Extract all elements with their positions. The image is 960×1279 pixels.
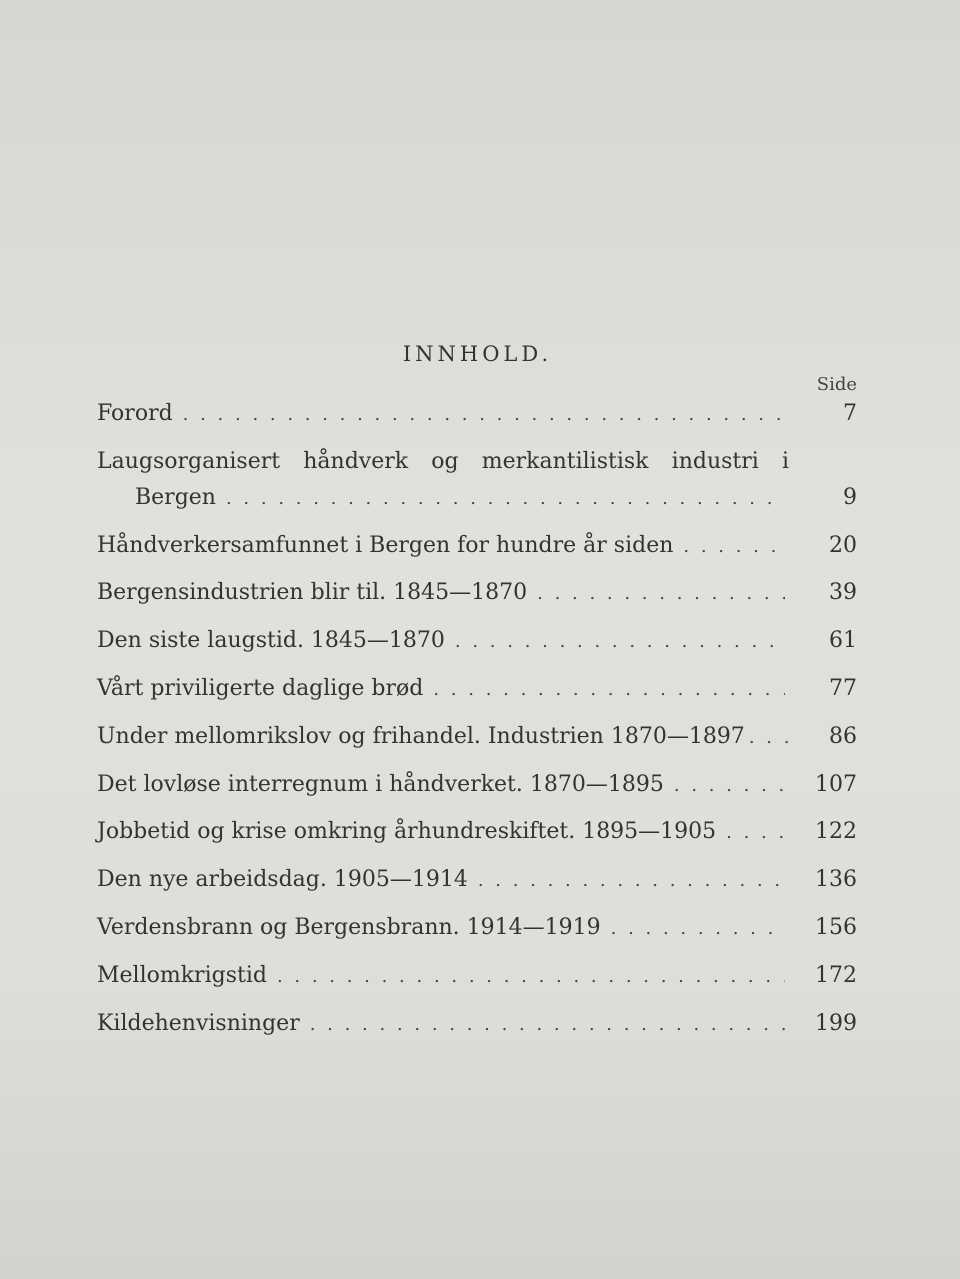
- entry-title: Forord: [97, 401, 173, 426]
- leader-dots: [537, 576, 785, 612]
- contents-heading: INNHOLD.: [402, 342, 553, 366]
- entry-title: Laugsorganisert håndverk og merkantilistisk industri i: [97, 448, 789, 474]
- entry-page: 156: [815, 914, 857, 940]
- leader-dots: [726, 815, 785, 851]
- entry-title: Vårt priviligerte daglige brød: [97, 675, 424, 701]
- toc-entry[interactable]: [97, 862, 857, 898]
- toc-entry[interactable]: [97, 623, 857, 659]
- entry-title: Jobbetid og krise omkring århundreskiftet. 1895—1905: [97, 819, 717, 845]
- leader-dots: [226, 481, 785, 517]
- entry-title: Håndverkersamfunnet i Bergen for hundre år siden: [97, 532, 674, 558]
- leader-dots: [611, 911, 785, 947]
- leader-dots: [749, 720, 793, 756]
- entry-page: 20: [829, 532, 857, 558]
- entry-page: 61: [829, 628, 857, 654]
- leader-dots: [433, 672, 785, 708]
- toc-entry[interactable]: [97, 671, 857, 707]
- entry-page: 136: [815, 867, 857, 893]
- toc-entry[interactable]: [97, 958, 857, 994]
- entry-title: Den nye arbeidsdag. 1905—1914: [97, 867, 468, 893]
- toc-entry[interactable]: [97, 910, 857, 946]
- entry-title: Mellomkrigstid: [97, 962, 267, 988]
- entry-title: Under mellomrikslov og frihandel. Industrien 1870—1897: [97, 723, 745, 749]
- entry-title: Bergensindustrien blir til. 1845—1870: [97, 580, 528, 606]
- toc-entry[interactable]: [97, 719, 857, 755]
- entry-title: Det lovløse interregnum i håndverket. 1870—1895: [97, 771, 664, 797]
- leader-dots: [310, 1007, 785, 1043]
- toc-entry[interactable]: [97, 528, 857, 564]
- entry-title-continuation: Bergen: [135, 484, 216, 510]
- entry-page: 39: [829, 580, 857, 606]
- page-column-label: Side: [816, 374, 857, 395]
- entry-title: Verdensbrann og Bergensbrann. 1914—1919: [97, 914, 601, 940]
- entry-page: 122: [815, 819, 857, 845]
- toc-entry[interactable]: [97, 444, 857, 516]
- leader-dots: [183, 397, 785, 433]
- entry-page: 77: [829, 675, 857, 701]
- table-of-contents: [97, 396, 857, 1042]
- entry-page: 107: [815, 771, 857, 797]
- leader-dots: [683, 529, 785, 565]
- leader-dots: [674, 768, 785, 804]
- toc-entry[interactable]: [97, 396, 857, 432]
- entry-page: 9: [843, 484, 857, 510]
- toc-entry[interactable]: [97, 575, 857, 611]
- entry-page: 7: [843, 401, 857, 426]
- toc-entry[interactable]: [97, 1006, 857, 1042]
- entry-title: Kildehenvisninger: [97, 1010, 300, 1036]
- toc-entry[interactable]: [97, 814, 857, 850]
- toc-entry[interactable]: [97, 767, 857, 803]
- entry-title: Den siste laugstid. 1845—1870: [97, 628, 445, 654]
- leader-dots: [455, 624, 785, 660]
- leader-dots: [478, 863, 785, 899]
- entry-page: 172: [815, 962, 857, 988]
- leader-dots: [277, 959, 785, 995]
- entry-page: 86: [829, 723, 857, 749]
- entry-page: 199: [815, 1010, 857, 1036]
